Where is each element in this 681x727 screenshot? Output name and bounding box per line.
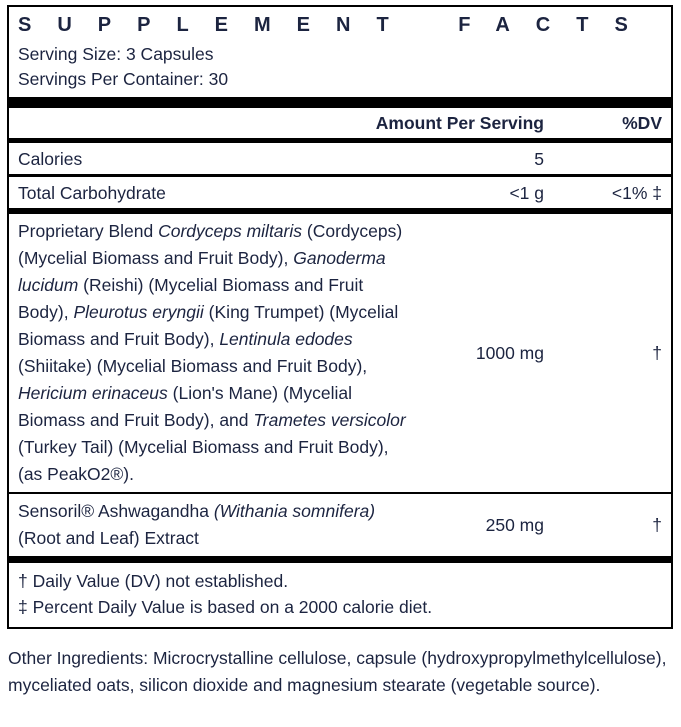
serving-size: Serving Size: 3 Capsules bbox=[18, 44, 214, 64]
table-row-ashwagandha bbox=[9, 494, 671, 556]
table-row-proprietary-blend bbox=[9, 214, 671, 492]
nutrient-amount: <1 g bbox=[509, 182, 544, 203]
thick-divider-bottom bbox=[9, 556, 671, 563]
nutrient-name: Sensoril® Ashwagandha (Withania somnifera) (Root and Leaf) Extract bbox=[18, 501, 376, 548]
footnotes bbox=[9, 563, 671, 627]
nutrient-name: Calories bbox=[18, 149, 83, 169]
supplement-label bbox=[0, 5, 681, 727]
table-row-total-carbohydrate bbox=[9, 177, 671, 208]
nutrient-name: Proprietary Blend Cordyceps miltaris (Cordyceps) (Mycelial Biomass and Fruit Body), Ganoderma lucidum (Reishi) (Mycelial Biomass and Fruit Body), Pleurotus eryngii (King Trumpet) (Mycelial Biomass and Fruit Body), Lentinula edodes (Shiitake) (Mycelial Biomass and Fruit Body), Hericium erinaceus (Lion's Mane) (Mycelial Biomass and Fruit Body), and Trametes versicolor (Turkey Tail) (Mycelial Biomass and Fruit Body), (as PeakO2®). bbox=[18, 221, 406, 484]
nutrient-dv: † bbox=[652, 342, 662, 363]
dv-header: %DV bbox=[622, 113, 662, 133]
thick-divider-top bbox=[9, 97, 671, 108]
other-ingredients: Other Ingredients: Microcrystalline cellulose, capsule (hydroxypropylmethylcellulose), myceliated oats, silicon dioxide and magnesium stearate (vegetable source). bbox=[8, 648, 667, 695]
serving-info bbox=[9, 42, 671, 97]
nutrient-name: Total Carbohydrate bbox=[18, 183, 166, 203]
table-row-calories bbox=[9, 143, 671, 174]
supplement-facts-panel bbox=[7, 5, 673, 629]
amount-per-serving-header: Amount Per Serving bbox=[375, 113, 544, 133]
footnote-percent-dv: ‡ Percent Daily Value is based on a 2000 calorie diet. bbox=[18, 597, 433, 617]
nutrient-amount: 250 mg bbox=[485, 514, 544, 535]
nutrient-amount: 1000 mg bbox=[475, 342, 544, 363]
servings-per-container: Servings Per Container: 30 bbox=[18, 69, 229, 89]
nutrient-amount: 5 bbox=[534, 148, 544, 169]
column-header-row bbox=[9, 108, 671, 138]
nutrient-dv: <1% ‡ bbox=[611, 182, 662, 203]
footnote-dv-not-established: † Daily Value (DV) not established. bbox=[18, 571, 289, 591]
nutrient-dv: † bbox=[652, 514, 662, 535]
panel-title: SUPPLEMENT FACTS bbox=[18, 14, 654, 36]
